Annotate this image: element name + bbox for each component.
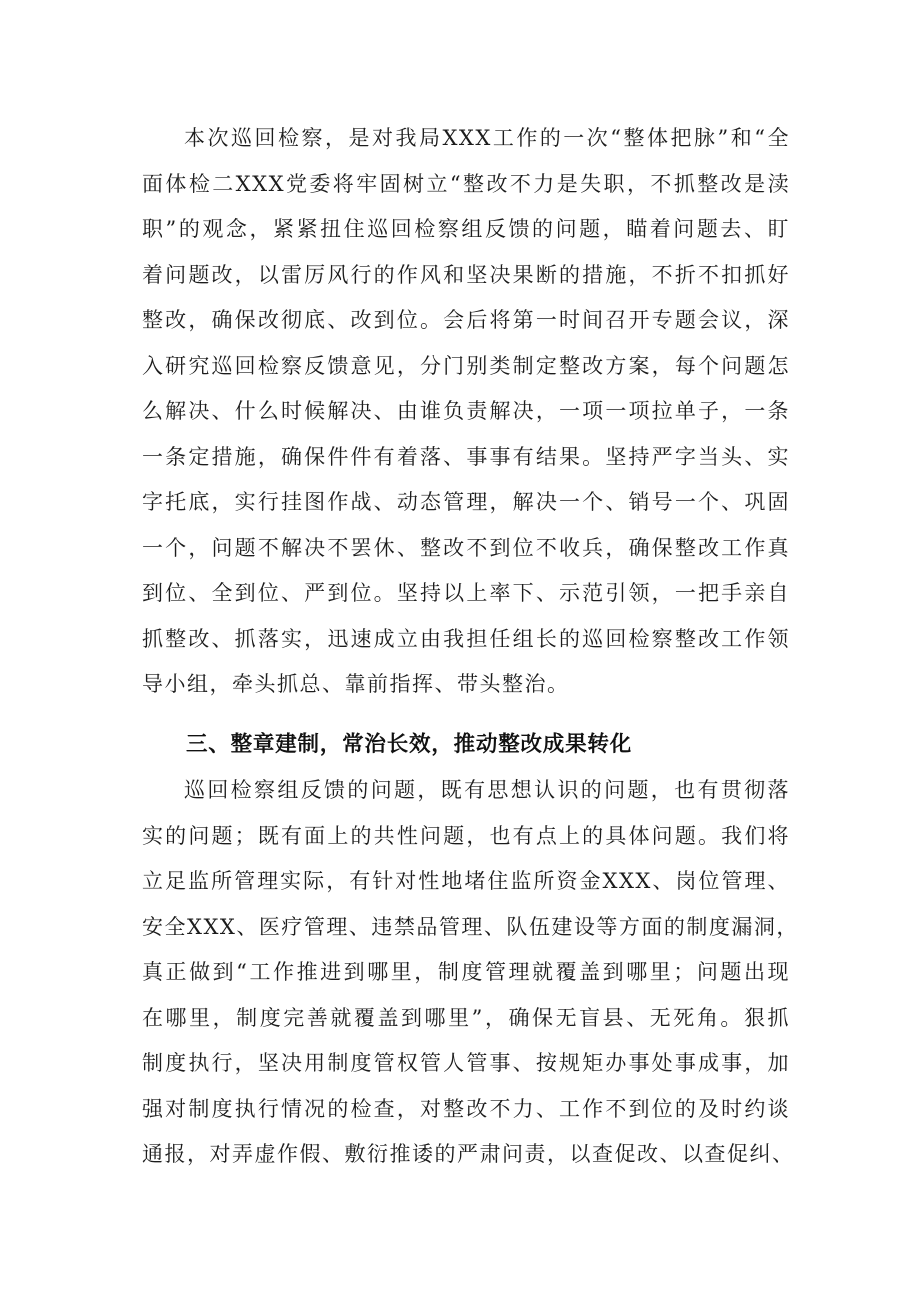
paragraph-line: 强对制度执行情况的检查，对整改不力、工作不到位的及时约谈 [142,1096,790,1121]
paragraph-line: 入研究巡回检察反馈意见，分门别类制定整改方案，每个问题怎 [142,353,790,378]
paragraph-line: 抓整改、抓落实，迅速成立由我担任组长的巡回检察整改工作领 [142,626,790,651]
paragraph-inspection-rectification [142,116,790,708]
paragraph-line: 一条定措施，确保件件有着落、事事有结果。坚持严字当头、实 [142,444,790,469]
paragraph-line: 真正做到“工作推进到哪里，制度管理就覆盖到哪里；问题出现 [142,960,790,984]
paragraph-line: 实的问题；既有面上的共性问题，也有点上的具体问题。我们将 [142,823,790,848]
paragraph-line: 到位、全到位、严到位。坚持以上率下、示范引领，一把手亲自 [142,581,790,605]
paragraph-line: 在哪里，制度完善就覆盖到哪里”，确保无盲县、无死角。狠抓 [142,1005,790,1030]
paragraph-line: 安全XXX、医疗管理、违禁品管理、队伍建设等方面的制度漏洞， [142,914,799,939]
section-heading: 三、整章建制，常治长效，推动整改成果转化 [186,732,633,757]
paragraph-line: 本次巡回检察，是对我局XXX工作的一次“整体把脉”和“全 [184,126,790,150]
paragraph-line: 巡回检察组反馈的问题，既有思想认识的问题，也有贯彻落 [184,778,790,802]
paragraph-line: 着问题改，以雷厉风行的作风和坚决果断的措施，不折不扣抓好 [142,262,790,287]
paragraph-line: 么解决、什么时候解决、由谁负责解决，一项一项拉单子，一条 [142,399,790,423]
paragraph-line: 导小组，牵头抓总、靠前指挥、带头整治。 [142,672,570,696]
paragraph-line: 字托底，实行挂图作战、动态管理，解决一个、销号一个、巩固 [142,490,790,514]
paragraph-institution-building [142,768,799,1178]
paragraph-line: 一个，问题不解决不罢休、整改不到位不收兵，确保整改工作真 [142,535,790,560]
paragraph-line: 通报，对弄虚作假、敷衍推诿的严肃问责，以查促改、以查促纠、 [142,1142,795,1166]
paragraph-line: 立足监所管理实际，有针对性地堵住监所资金XXX、岗位管理、 [142,869,790,893]
paragraph-line: 职”的观念，紧紧扭住巡回检察组反馈的问题，瞄着问题去、盯 [142,217,790,241]
paragraph-line: 整改，确保改彻底、改到位。会后将第一时间召开专题会议，深 [142,308,790,332]
paragraph-line: 制度执行，坚决用制度管权管人管事、按规矩办事处事成事，加 [142,1051,790,1075]
paragraph-line: 面体检二XXX党委将牢固树立“整改不力是失职，不抓整改是渎 [142,171,790,196]
